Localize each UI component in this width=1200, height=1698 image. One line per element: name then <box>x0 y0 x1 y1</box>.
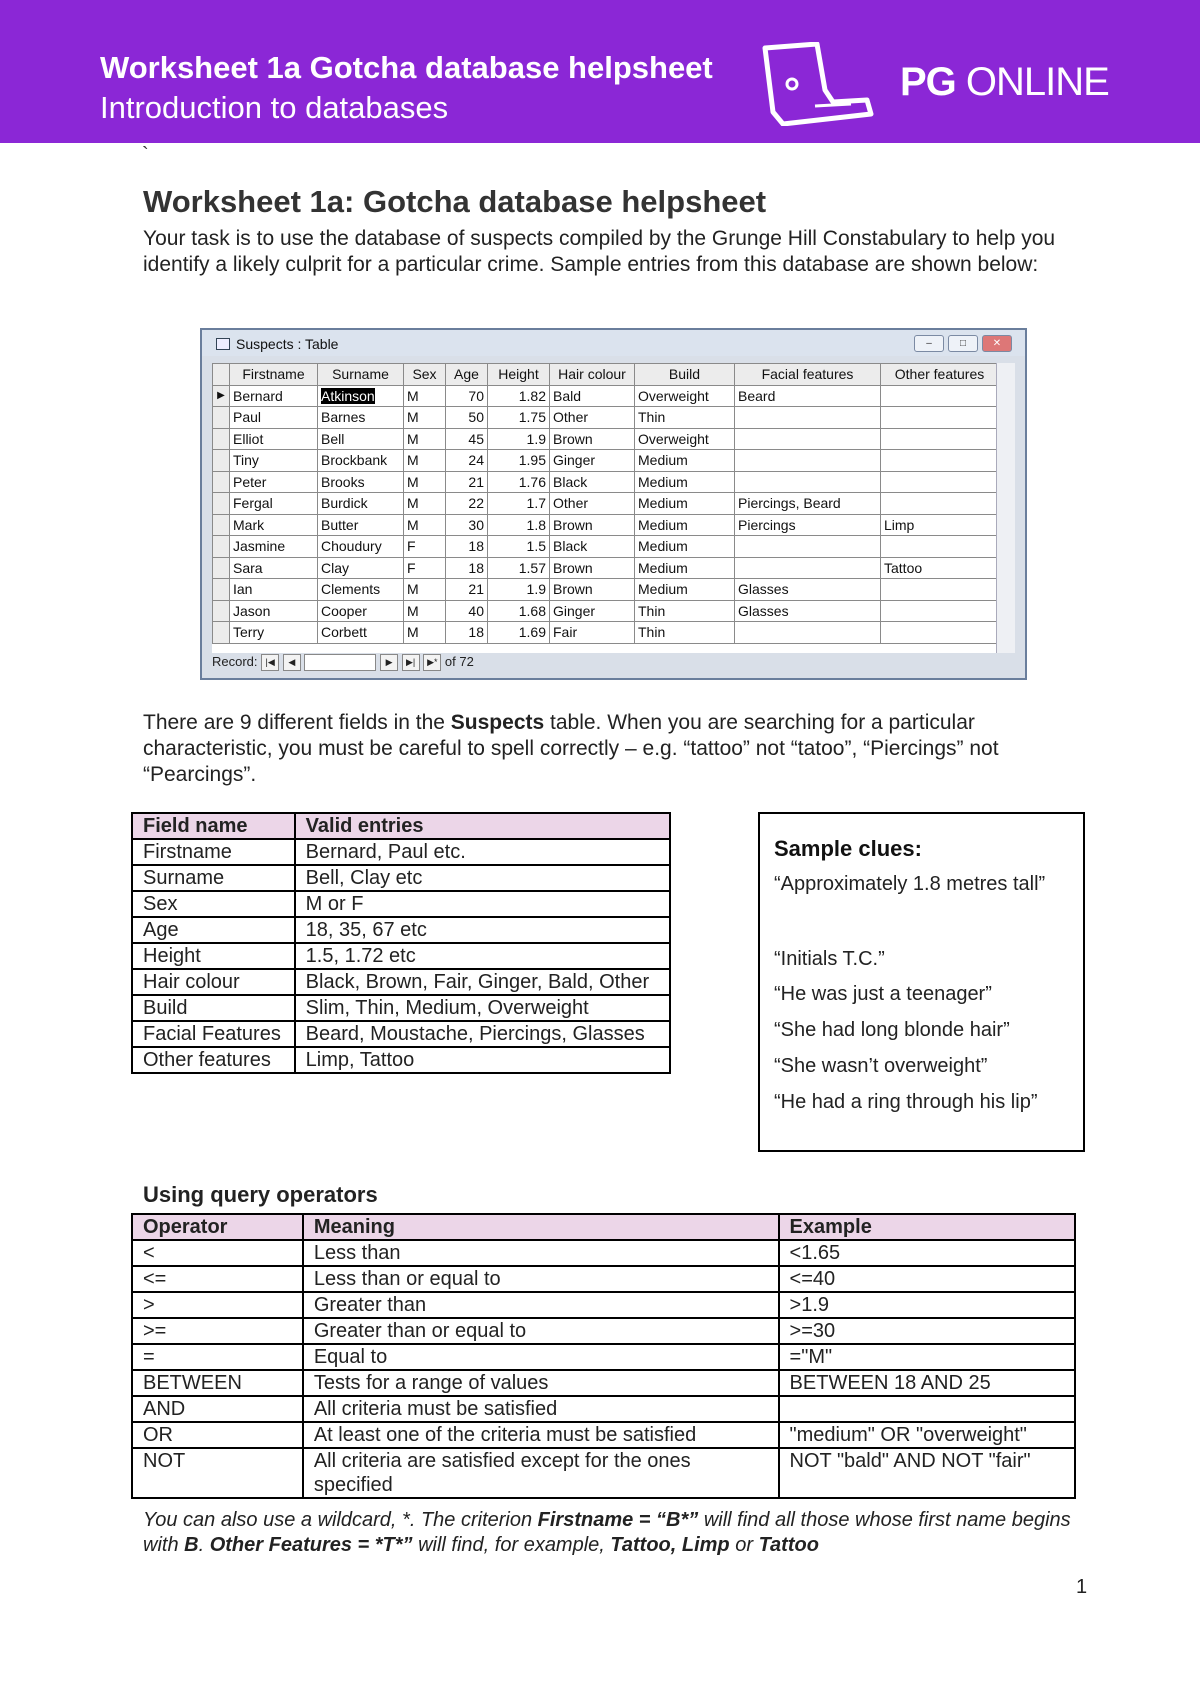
table-cell[interactable]: Other <box>550 493 635 515</box>
record-selector[interactable] <box>213 450 230 472</box>
table-cell[interactable]: Burdick <box>318 493 404 515</box>
table-row <box>132 1370 1075 1396</box>
field-table-header: Field name <box>132 813 295 839</box>
table-cell: All criteria must be satisfied <box>303 1396 779 1422</box>
table-cell: <1.65 <box>779 1240 1075 1266</box>
table-cell[interactable]: Bell <box>318 428 404 450</box>
table-cell: <=40 <box>779 1266 1075 1292</box>
table-row <box>132 891 670 917</box>
table-cell[interactable]: Clements <box>318 579 404 601</box>
table-row[interactable] <box>213 579 999 601</box>
table-cell: 18, 35, 67 etc <box>295 917 670 943</box>
table-cell[interactable]: 18 <box>446 536 488 558</box>
table-cell[interactable]: Elliot <box>230 428 318 450</box>
operators-table-header: Example <box>779 1214 1075 1240</box>
record-selector[interactable] <box>213 600 230 622</box>
table-cell[interactable]: M <box>404 600 446 622</box>
record-selector[interactable] <box>213 514 230 536</box>
table-cell: BETWEEN <box>132 1370 303 1396</box>
table-cell: Height <box>132 943 295 969</box>
column-header[interactable]: Facial features <box>735 364 881 386</box>
table-cell[interactable]: M <box>404 450 446 472</box>
table-cell[interactable]: 18 <box>446 557 488 579</box>
field-table-header: Valid entries <box>295 813 670 839</box>
doc-title: Worksheet 1a: Gotcha database helpsheet <box>143 184 767 219</box>
table-cell[interactable]: 30 <box>446 514 488 536</box>
table-cell: Surname <box>132 865 295 891</box>
record-selector[interactable] <box>213 579 230 601</box>
table-cell: "medium" OR "overweight" <box>779 1422 1075 1448</box>
table-cell[interactable]: Fair <box>550 622 635 644</box>
table-cell[interactable]: 1.68 <box>488 600 550 622</box>
table-cell[interactable] <box>881 450 999 472</box>
table-cell[interactable]: Medium <box>635 471 735 493</box>
table-row <box>132 995 670 1021</box>
table-cell[interactable] <box>318 385 404 407</box>
table-cell[interactable] <box>881 407 999 429</box>
table-cell: <= <box>132 1266 303 1292</box>
table-cell[interactable]: 1.7 <box>488 493 550 515</box>
table-cell[interactable]: 50 <box>446 407 488 429</box>
table-cell: Tests for a range of values <box>303 1370 779 1396</box>
fields-paragraph: There are 9 different fields in the Suspects table. When you are searching for a particular characteristic, you must be careful to spell correctly – e.g. “tattoo” not “tatoo”, “Piercings” not “Pearcings”. <box>143 711 999 786</box>
table-cell[interactable]: Brooks <box>318 471 404 493</box>
table-cell: Facial Features <box>132 1021 295 1047</box>
new-record-button[interactable]: ▶* <box>423 654 441 671</box>
table-cell[interactable]: Medium <box>635 536 735 558</box>
table-cell[interactable]: Jason <box>230 600 318 622</box>
table-cell: BETWEEN 18 AND 25 <box>779 1370 1075 1396</box>
table-cell: >1.9 <box>779 1292 1075 1318</box>
table-cell <box>779 1396 1075 1422</box>
table-row <box>132 1047 670 1073</box>
selected-cell-text: Atkinson <box>321 387 375 404</box>
table-cell[interactable]: 1.9 <box>488 428 550 450</box>
table-cell[interactable]: 21 <box>446 471 488 493</box>
column-header[interactable]: Age <box>446 364 488 386</box>
table-cell[interactable]: M <box>404 428 446 450</box>
table-cell: Limp, Tattoo <box>295 1047 670 1073</box>
table-cell[interactable]: Medium <box>635 514 735 536</box>
clue-item: “Approximately 1.8 metres tall” <box>774 873 1046 895</box>
table-cell[interactable]: 24 <box>446 450 488 472</box>
table-cell: Slim, Thin, Medium, Overweight <box>295 995 670 1021</box>
operators-heading: Using query operators <box>143 1182 378 1207</box>
table-cell[interactable] <box>881 600 999 622</box>
table-row <box>132 839 670 865</box>
table-cell[interactable]: 18 <box>446 622 488 644</box>
table-cell[interactable]: Brockbank <box>318 450 404 472</box>
field-table <box>131 812 671 1074</box>
table-cell: OR <box>132 1422 303 1448</box>
table-cell[interactable]: Jasmine <box>230 536 318 558</box>
table-cell[interactable]: Medium <box>635 557 735 579</box>
table-cell[interactable]: Brown <box>550 514 635 536</box>
table-row[interactable] <box>213 536 999 558</box>
record-selector[interactable] <box>213 622 230 644</box>
table-row <box>132 1344 1075 1370</box>
table-cell: At least one of the criteria must be satisfied <box>303 1422 779 1448</box>
table-row <box>132 1240 1075 1266</box>
operators-table-header: Operator <box>132 1214 303 1240</box>
table-cell[interactable]: M <box>404 471 446 493</box>
table-cell[interactable] <box>735 471 881 493</box>
record-selector[interactable]: ▶ <box>213 385 230 407</box>
table-cell[interactable] <box>881 622 999 644</box>
table-cell[interactable]: Medium <box>635 493 735 515</box>
table-cell[interactable] <box>881 579 999 601</box>
table-cell[interactable]: Thin <box>635 600 735 622</box>
table-cell[interactable]: Black <box>550 471 635 493</box>
table-cell: >= <box>132 1318 303 1344</box>
close-button[interactable]: ✕ <box>982 335 1012 352</box>
table-cell[interactable]: Bald <box>550 385 635 407</box>
column-header[interactable]: Other features <box>881 364 999 386</box>
table-cell[interactable]: Black <box>550 536 635 558</box>
table-cell[interactable]: M <box>404 385 446 407</box>
header-title: Worksheet 1a Gotcha database helpsheet <box>100 50 713 85</box>
table-row <box>132 1266 1075 1292</box>
table-cell[interactable] <box>881 536 999 558</box>
table-cell[interactable]: Beard <box>735 385 881 407</box>
table-cell[interactable]: Bernard <box>230 385 318 407</box>
table-cell: 1.5, 1.72 etc <box>295 943 670 969</box>
table-cell: Bell, Clay etc <box>295 865 670 891</box>
table-cell: Age <box>132 917 295 943</box>
table-cell[interactable]: Cooper <box>318 600 404 622</box>
table-cell: NOT "bald" AND NOT "fair" <box>779 1448 1075 1498</box>
table-cell[interactable]: 1.57 <box>488 557 550 579</box>
table-cell[interactable] <box>881 428 999 450</box>
table-cell[interactable]: Thin <box>635 622 735 644</box>
table-cell: Greater than <box>303 1292 779 1318</box>
window-title: Suspects : Table <box>236 336 339 352</box>
table-cell: = <box>132 1344 303 1370</box>
table-cell[interactable]: 1.76 <box>488 471 550 493</box>
table-cell[interactable]: Terry <box>230 622 318 644</box>
suspects-table-window <box>200 328 1027 680</box>
maximize-button[interactable]: □ <box>948 335 978 352</box>
table-cell: Black, Brown, Fair, Ginger, Bald, Other <box>295 969 670 995</box>
table-cell: Less than or equal to <box>303 1266 779 1292</box>
record-selector[interactable] <box>213 407 230 429</box>
record-count: of 72 <box>444 654 474 669</box>
table-cell[interactable]: Fergal <box>230 493 318 515</box>
table-row[interactable] <box>213 600 999 622</box>
stray-mark: ` <box>142 144 149 166</box>
table-cell[interactable]: Choudury <box>318 536 404 558</box>
table-cell[interactable] <box>881 471 999 493</box>
minimize-button[interactable]: – <box>914 335 944 352</box>
table-cell[interactable]: M <box>404 622 446 644</box>
column-header[interactable]: Hair colour <box>550 364 635 386</box>
table-cell[interactable] <box>881 493 999 515</box>
table-row <box>132 1396 1075 1422</box>
column-header[interactable]: Build <box>635 364 735 386</box>
window-titlebar <box>202 330 1025 356</box>
table-cell[interactable]: Ginger <box>550 450 635 472</box>
table-cell[interactable]: Piercings, Beard <box>735 493 881 515</box>
table-cell[interactable]: Peter <box>230 471 318 493</box>
clue-item: “He was just a teenager” <box>774 983 992 1005</box>
first-record-button[interactable]: |◀ <box>261 654 279 671</box>
intro-paragraph: Your task is to use the database of suspects compiled by the Grunge Hill Constabulary to help you identify a likely culprit for a particular crime. Sample entries from this database are shown below: <box>143 227 1056 276</box>
table-cell[interactable]: M <box>404 579 446 601</box>
page-header-band <box>0 0 1200 143</box>
table-cell: Hair colour <box>132 969 295 995</box>
table-cell[interactable]: 1.69 <box>488 622 550 644</box>
table-cell[interactable]: Brown <box>550 579 635 601</box>
table-cell[interactable]: Ian <box>230 579 318 601</box>
column-header[interactable]: Sex <box>404 364 446 386</box>
record-number-input[interactable] <box>304 654 376 671</box>
table-cell[interactable]: Other <box>550 407 635 429</box>
laptop-icon <box>755 42 875 126</box>
table-cell[interactable]: F <box>404 557 446 579</box>
table-cell[interactable]: Tiny <box>230 450 318 472</box>
operators-table <box>131 1213 1076 1499</box>
table-cell[interactable]: Medium <box>635 450 735 472</box>
datasheet-grid <box>212 363 1015 653</box>
table-cell[interactable]: Paul <box>230 407 318 429</box>
table-cell[interactable]: Piercings <box>735 514 881 536</box>
table-cell[interactable] <box>735 622 881 644</box>
suspects-datasheet <box>212 363 999 644</box>
operators-table-header: Meaning <box>303 1214 779 1240</box>
table-cell[interactable]: 22 <box>446 493 488 515</box>
table-cell[interactable]: 1.95 <box>488 450 550 472</box>
table-cell: All criteria are satisfied except for the ones specified <box>303 1448 779 1498</box>
table-row <box>132 1448 1075 1498</box>
table-row <box>132 969 670 995</box>
clues-title: Sample clues: <box>774 836 922 861</box>
page-number: 1 <box>1076 1576 1088 1598</box>
table-cell[interactable] <box>735 450 881 472</box>
table-row[interactable] <box>213 493 999 515</box>
table-cell: Greater than or equal to <box>303 1318 779 1344</box>
table-cell[interactable]: 1.82 <box>488 385 550 407</box>
table-cell[interactable]: Glasses <box>735 579 881 601</box>
record-selector[interactable] <box>213 471 230 493</box>
table-cell[interactable]: M <box>404 407 446 429</box>
table-row[interactable] <box>213 428 999 450</box>
table-row <box>132 943 670 969</box>
table-row[interactable] <box>213 514 999 536</box>
table-icon <box>216 338 230 350</box>
table-cell[interactable]: Overweight <box>635 428 735 450</box>
table-row <box>132 917 670 943</box>
table-cell: Other features <box>132 1047 295 1073</box>
table-row[interactable] <box>213 622 999 644</box>
table-cell[interactable]: 70 <box>446 385 488 407</box>
header-subtitle: Introduction to databases <box>100 90 449 125</box>
record-selector[interactable] <box>213 493 230 515</box>
column-header[interactable]: Firstname <box>230 364 318 386</box>
wildcard-note: You can also use a wildcard, *. The criterion Firstname = “B*” will find all those whose first name begins with B. Other Features = *T*” will find, for example, Tattoo, Limp or Tattoo <box>143 1509 1071 1556</box>
table-row <box>132 1021 670 1047</box>
table-cell[interactable]: Ginger <box>550 600 635 622</box>
table-cell[interactable]: Medium <box>635 579 735 601</box>
table-cell: < <box>132 1240 303 1266</box>
table-cell[interactable]: 45 <box>446 428 488 450</box>
prev-record-button[interactable]: ◀ <box>283 654 301 671</box>
column-header[interactable]: Height <box>488 364 550 386</box>
table-cell: NOT <box>132 1448 303 1498</box>
table-cell: Beard, Moustache, Piercings, Glasses <box>295 1021 670 1047</box>
table-cell: > <box>132 1292 303 1318</box>
table-cell[interactable]: Overweight <box>635 385 735 407</box>
table-cell[interactable]: F <box>404 536 446 558</box>
table-cell[interactable]: Sara <box>230 557 318 579</box>
table-cell[interactable]: Brown <box>550 557 635 579</box>
table-cell[interactable] <box>735 407 881 429</box>
table-cell[interactable]: Tattoo <box>881 557 999 579</box>
record-label: Record: <box>212 654 258 669</box>
table-cell[interactable]: M <box>404 514 446 536</box>
table-row <box>132 1422 1075 1448</box>
record-selector[interactable] <box>213 536 230 558</box>
vertical-scrollbar[interactable] <box>996 363 1015 653</box>
table-row <box>132 1292 1075 1318</box>
record-navigation <box>212 654 1015 676</box>
last-record-button[interactable]: ▶| <box>402 654 420 671</box>
table-cell: ="M" <box>779 1344 1075 1370</box>
table-cell: Firstname <box>132 839 295 865</box>
table-cell: AND <box>132 1396 303 1422</box>
table-cell[interactable] <box>881 385 999 407</box>
table-cell[interactable]: Limp <box>881 514 999 536</box>
table-cell[interactable] <box>735 536 881 558</box>
table-cell[interactable]: Glasses <box>735 600 881 622</box>
table-row <box>132 865 670 891</box>
clue-item: “Initials T.C.” <box>774 948 885 970</box>
table-cell[interactable]: Butter <box>318 514 404 536</box>
table-cell[interactable]: 40 <box>446 600 488 622</box>
table-cell[interactable] <box>735 428 881 450</box>
table-row <box>132 1318 1075 1344</box>
clue-item: “She had long blonde hair” <box>774 1019 1010 1041</box>
table-cell: Build <box>132 995 295 1021</box>
table-cell: Less than <box>303 1240 779 1266</box>
table-row[interactable] <box>213 450 999 472</box>
table-cell: Sex <box>132 891 295 917</box>
record-selector[interactable] <box>213 428 230 450</box>
table-row[interactable] <box>213 385 999 407</box>
table-cell[interactable]: 1.75 <box>488 407 550 429</box>
column-header[interactable]: Surname <box>318 364 404 386</box>
table-cell: Equal to <box>303 1344 779 1370</box>
table-cell[interactable]: 1.5 <box>488 536 550 558</box>
table-cell[interactable]: 21 <box>446 579 488 601</box>
clue-item: “He had a ring through his lip” <box>774 1091 1038 1113</box>
table-cell[interactable]: M <box>404 493 446 515</box>
record-selector[interactable] <box>213 557 230 579</box>
clue-item: “She wasn’t overweight” <box>774 1055 988 1077</box>
pg-online-logo: PG ONLINE <box>900 60 1109 104</box>
table-cell[interactable]: Barnes <box>318 407 404 429</box>
table-cell: M or F <box>295 891 670 917</box>
table-cell[interactable]: 1.9 <box>488 579 550 601</box>
record-selector-header <box>213 364 230 386</box>
table-cell: Bernard, Paul etc. <box>295 839 670 865</box>
table-row[interactable] <box>213 557 999 579</box>
table-cell: >=30 <box>779 1318 1075 1344</box>
table-cell[interactable]: Thin <box>635 407 735 429</box>
table-cell[interactable] <box>735 557 881 579</box>
sample-clues-box <box>758 812 1085 1152</box>
table-cell[interactable]: Mark <box>230 514 318 536</box>
table-cell[interactable]: Corbett <box>318 622 404 644</box>
table-row[interactable] <box>213 407 999 429</box>
table-cell[interactable]: Clay <box>318 557 404 579</box>
table-cell[interactable]: 1.8 <box>488 514 550 536</box>
next-record-button[interactable]: ▶ <box>380 654 398 671</box>
table-cell[interactable]: Brown <box>550 428 635 450</box>
table-row[interactable] <box>213 471 999 493</box>
